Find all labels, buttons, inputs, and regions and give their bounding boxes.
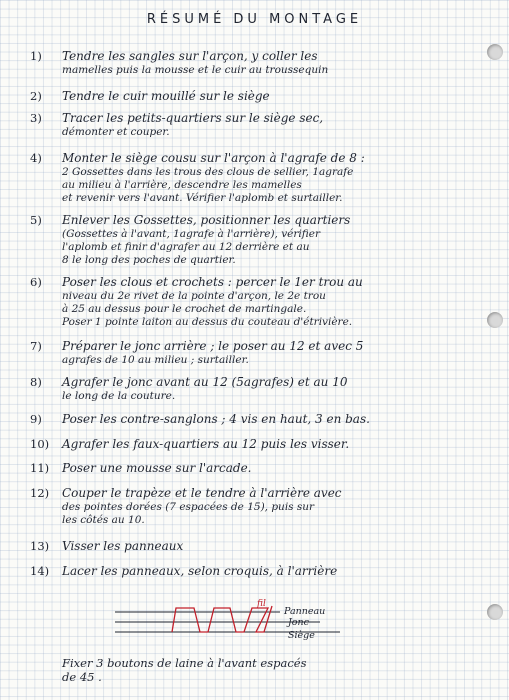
item-text: niveau du 2e rivet de la pointe d'arçon, le 2e trou (62, 290, 326, 302)
binder-hole (487, 604, 503, 620)
item-text: les côtés au 10. (62, 514, 145, 526)
item-number: 9) (30, 412, 42, 426)
item-text: Poser 1 pointe laiton au dessus du couteau d'étrivière. (62, 316, 353, 328)
list-item (30, 376, 500, 403)
footer-line: Fixer 3 boutons de laine à l'avant espacés (62, 656, 307, 670)
item-text: Poser les clous et crochets : percer le 1er trou au (62, 275, 363, 289)
list-item (30, 438, 500, 452)
list-item (30, 214, 500, 267)
item-number: 14) (30, 564, 50, 578)
footer-note (62, 656, 482, 684)
item-number: 3) (30, 111, 42, 125)
jonc-label: Jonc (288, 617, 309, 628)
list-item (30, 413, 500, 427)
item-text: Lacer les panneaux, selon croquis, à l'arrière (62, 564, 338, 578)
item-number: 11) (30, 461, 50, 475)
item-text: Visser les panneaux (62, 539, 184, 553)
item-text: 2 Gossettes dans les trous des clous de sellier, 1agrafe (62, 166, 354, 178)
list-item (30, 90, 500, 104)
fil-label: fil (257, 599, 266, 609)
list-item (30, 340, 500, 367)
item-number: 2) (30, 89, 42, 103)
item-text: Agrafer le jonc avant au 12 (5agrafes) et au 10 (62, 375, 348, 389)
item-text: et revenir vers l'avant. Vérifier l'aplomb et surtailler. (62, 192, 343, 204)
item-text: Tendre les sangles sur l'arçon, y coller les (62, 49, 318, 63)
item-number: 13) (30, 539, 50, 553)
page-title: RÉSUMÉ DU MONTAGE (146, 12, 363, 27)
item-text: des pointes dorées (7 espacées de 15), puis sur (62, 501, 315, 513)
item-text: (Gossettes à l'avant, 1agrafe à l'arrière), vérifier (62, 228, 320, 240)
footer-line: de 45 . (62, 670, 102, 684)
item-text: Agrafer les faux-quartiers au 12 puis les visser. (62, 437, 350, 451)
item-text: au milieu à l'arrière, descendre les mamelles (62, 179, 302, 191)
list-item (30, 540, 500, 554)
item-text: Monter le siège cousu sur l'arçon à l'agrafe de 8 : (62, 151, 365, 165)
list-item (30, 487, 500, 527)
item-number: 4) (30, 151, 42, 165)
panneau-label: Panneau (284, 606, 326, 617)
item-text: 8 le long des poches de quartier. (62, 254, 236, 266)
list-item (30, 112, 500, 139)
item-text: Poser les contre-sanglons ; 4 vis en haut, 3 en bas. (62, 412, 370, 426)
item-text: le long de la couture. (62, 390, 176, 402)
item-number: 1) (30, 49, 42, 63)
list-item (30, 50, 500, 77)
siege-label: Siège (288, 630, 315, 641)
item-number: 12) (30, 486, 50, 500)
item-text: Tendre le cuir mouillé sur le siège (62, 89, 270, 103)
item-text: l'aplomb et finir d'agrafer au 12 derrière et au (62, 241, 310, 253)
item-text: Poser une mousse sur l'arcade. (62, 461, 252, 475)
item-text: Couper le trapèze et le tendre à l'arrière avec (62, 486, 342, 500)
item-text: Tracer les petits-quartiers sur le siège sec, (62, 111, 324, 125)
list-item (30, 462, 500, 476)
lace-path (172, 606, 272, 632)
item-number: 10) (30, 437, 50, 451)
list-item (30, 152, 500, 205)
item-text: à 25 au dessus pour le crochet de martingale. (62, 303, 307, 315)
list-item (30, 276, 500, 329)
item-text: démonter et couper. (62, 126, 170, 138)
item-number: 5) (30, 213, 42, 227)
item-number: 6) (30, 275, 42, 289)
item-number: 8) (30, 375, 42, 389)
lacing-sketch (110, 598, 370, 644)
item-text: mamelles puis la mousse et le cuir au troussequin (62, 64, 329, 76)
list-item (30, 565, 500, 579)
item-number: 7) (30, 339, 42, 353)
item-text: agrafes de 10 au milieu ; surtailler. (62, 354, 249, 366)
item-text: Enlever les Gossettes, positionner les quartiers (62, 213, 351, 227)
item-text: Préparer le jonc arrière ; le poser au 12 et avec 5 (62, 339, 364, 353)
